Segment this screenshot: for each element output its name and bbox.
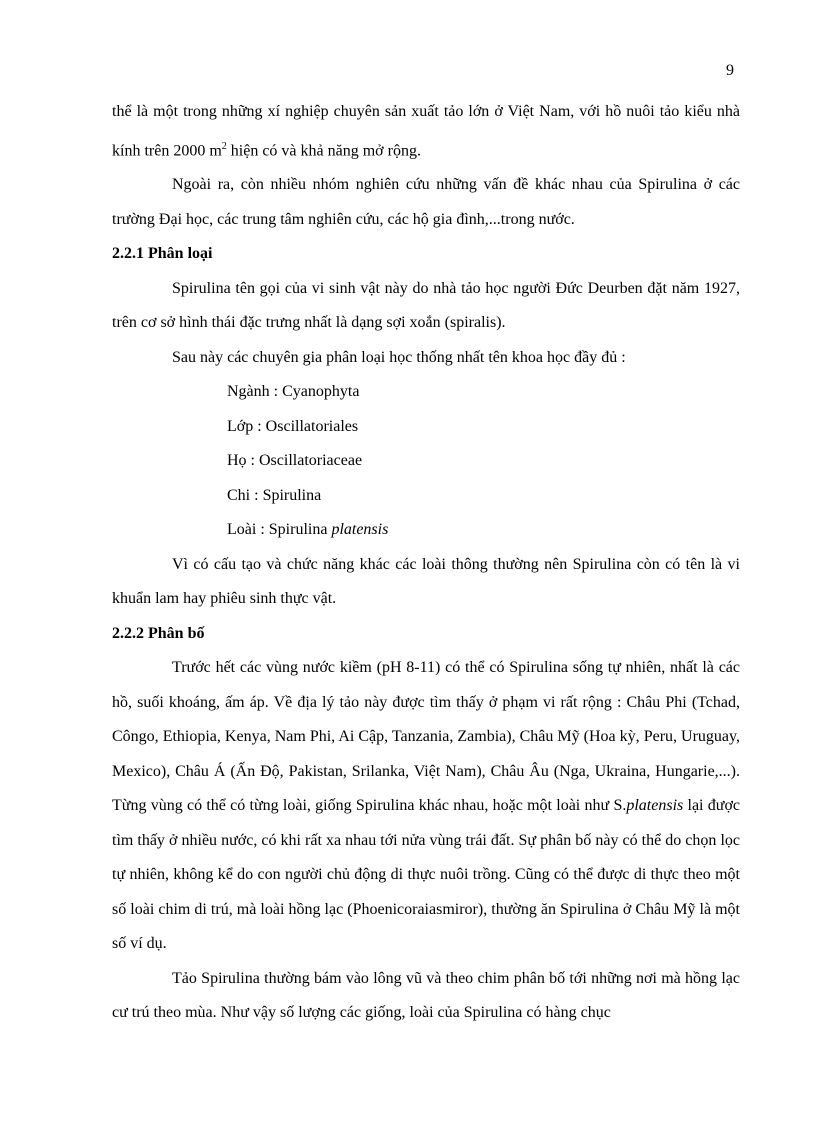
page-body [112, 95, 740, 1031]
paragraph-taxonomy-intro: Sau này các chuyên gia phân loại học thống nhất tên khoa học đầy đủ : [172, 348, 626, 366]
taxonomy-class: Lớp : Oscillatoriales [227, 417, 359, 435]
section-heading-distribution: 2.2.2 Phân bố [112, 624, 205, 642]
paragraph-distribution-text: Trước hết các vùng nước kiềm (pH 8-11) có thể có Spirulina sống tự nhiên, nhất là các hồ, suối khoáng, ấm áp. Về địa lý tảo này được tìm thấy ở phạm vi rất rộng : Châu Phi (Tchad, Côngo, Ethiopia, Kenya, Nam Phi, Ai Cập, Tanzania, Zambia), Châu Mỹ (Hoa kỳ, Peru, Uruguay, Mexico), Châu Á (Ấn Độ, Pakistan, Srilanka, Việt Nam), Châu Âu (Nga, Ukraina, Hungarie,...). Từng vùng có thể có từng loài, giống Spirulina khác nhau, hoặc một loài như S. [112, 659, 740, 815]
paragraph-bird-dispersal: Tảo Spirulina thường bám vào lông vũ và theo chim phân bố tới những nơi mà hồng lạc cư trú theo mùa. Như vậy số lượng các giống, loài của Spirulina có hàng chục [112, 969, 740, 1022]
taxonomy-genus: Chi : Spirulina [227, 486, 322, 504]
superscript-exponent: 2 [221, 140, 227, 152]
paragraph-intro-text: thể là một trong những xí nghiệp chuyên sản xuất tảo lớn ở Việt Nam, với hồ nuôi tảo kiểu nhà kính trên 2000 m [112, 103, 740, 159]
paragraph-intro [112, 95, 740, 168]
paragraph-distribution-tail: lại được tìm thấy ở nhiều nước, có khi rất xa nhau tới nửa vùng trái đất. Sự phân bố này có thể do chọn lọc tự nhiên, không kể do con người chủ động di thực nuôi trồng. Cũng có thể được di thực theo một số loài chim di trú, mà loài hồng lạc (Phoenicoraiasmiror), thường ăn Spirulina ở Châu Mỹ là một số ví dụ. [112, 797, 741, 953]
section-heading-classification: 2.2.1 Phân loại [112, 245, 213, 263]
taxonomy-species-label: Loài : Spirulina [227, 521, 332, 539]
paragraph-research-groups: Ngoài ra, còn nhiều nhóm nghiên cứu những vấn đề khác nhau của Spirulina ở các trường Đại học, các trung tâm nghiên cứu, các hộ gia đình,...trong nước. [112, 176, 740, 228]
taxonomy-phylum: Ngành : Cyanophyta [227, 383, 360, 401]
paragraph-alt-names: Vì có cấu tạo và chức năng khác các loài thông thường nên Spirulina còn có tên là vi khuẩn lam hay phiêu sinh thực vật. [112, 555, 740, 608]
paragraph-distribution [112, 651, 740, 962]
paragraph-intro-tail: hiện có và khả năng mở rộng. [226, 141, 421, 159]
page-number: 9 [726, 62, 734, 79]
taxonomy-species [112, 513, 740, 548]
taxonomy-family: Họ : Oscillatoriaceae [227, 452, 363, 470]
taxonomy-species-epithet: platensis [331, 521, 389, 539]
species-epithet-italic: platensis [626, 797, 684, 815]
paragraph-naming: Spirulina tên gọi của vi sinh vật này do nhà tảo học người Đức Deurben đặt năm 1927, trên cơ sở hình thái đặc trưng nhất là dạng sợi xoắn (spiralis). [112, 279, 740, 332]
